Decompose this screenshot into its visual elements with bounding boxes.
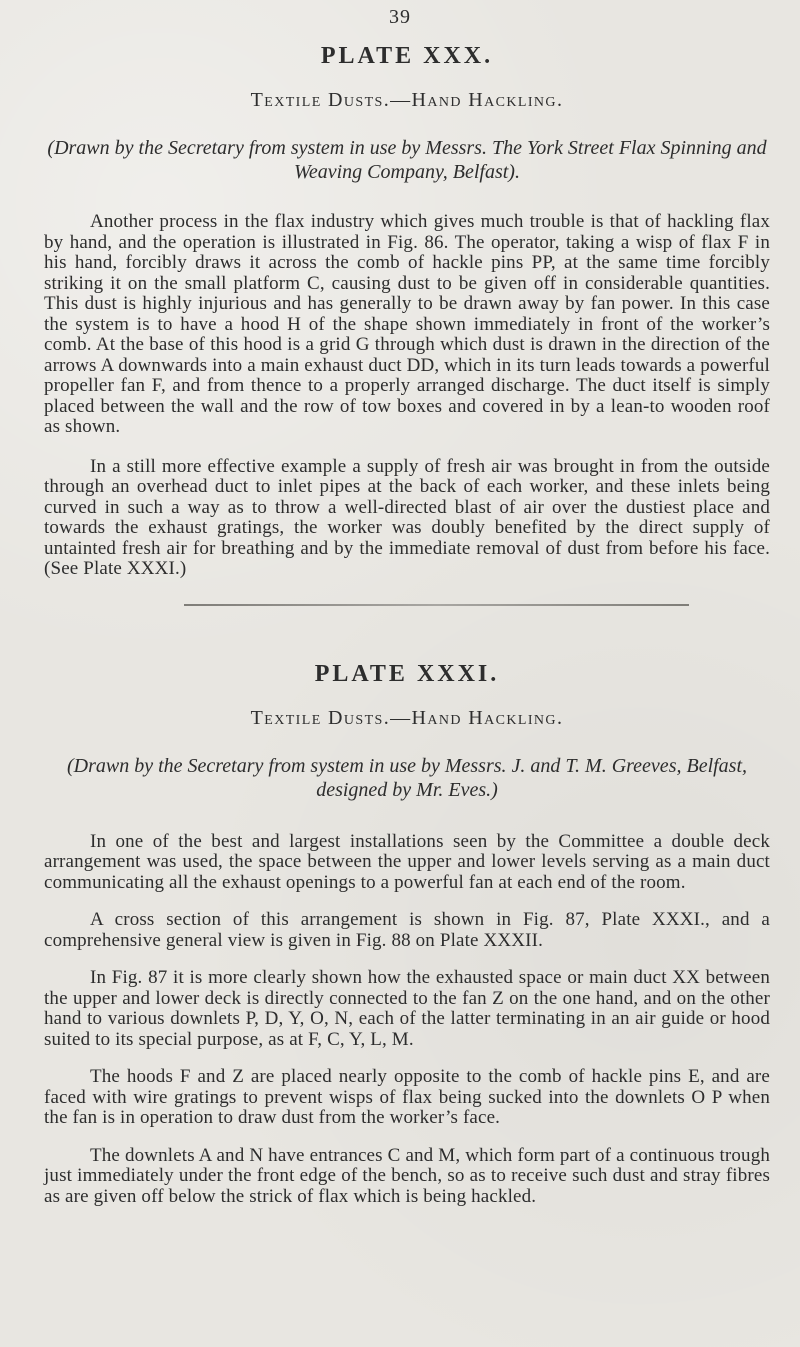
plate-subtitle: Textile Dusts.—Hand Hackling. (250, 89, 564, 111)
paragraph: A cross section of this arrangement is shown in Fig. 87, Plate XXXI., and a comprehensive general view is given in Fig. 88 on Plate XXXII. (44, 909, 770, 951)
paragraph: The downlets A and N have entrances C and M, which form part of a continuous trough just immediately under the front edge of the bench, so as to receive such dust and stray fibres as are given off below the strick of flax which is being hackled. (44, 1144, 770, 1207)
plate-credit: (Drawn by the Secretary from system in use by Messrs. J. and T. M. Greeves, Belfast, designed by Mr. Eves.) (66, 754, 748, 801)
paragraph: Another process in the flax industry which gives much trouble is that of hackling flax by hand, and the operation is illustrated in Fig. 86. The operator, taking a wisp of flax F in his hand, forcibly draws it across the comb of hackle pins PP, at the same time forcibly striking it on the small platform C, causing dust to be given off in considerable quantities. This dust is highly injurious and has generally to be drawn away by fan power. In this case the system is to have a hood H of the shape shown immediately in front of the worker’s comb. At the base of this hood is a grid G through which dust is drawn in the direction of the arrows A downwards into a main exhaust duct DD, which in its turn leads towards a powerful propeller fan F, and from thence to a properly arranged discharge. The duct itself is simply placed between the wall and the row of tow boxes and covered in by a lean-to wooden roof as shown. (44, 211, 770, 437)
plate-body (44, 832, 770, 1208)
paragraph: In Fig. 87 it is more clearly shown how the exhausted space or main duct XX between the upper and lower deck is directly connected to the fan Z on the one hand, and on the other hand to various downlets P, D, Y, O, N, each of the latter terminating in an air guide or hood suited to its special purpose, as at F, C, Y, L, M. (44, 967, 770, 1050)
plate-title: PLATE XXXI. (314, 660, 500, 687)
plate-body (44, 212, 770, 580)
plate-title: PLATE XXX. (320, 43, 494, 69)
section-divider (184, 604, 689, 606)
paragraph: In a still more effective example a supply of fresh air was brought in from the outside through an overhead duct to inlet pipes at the back of each worker, and these inlets being curved in such a way as to throw a well-directed blast of air over the dustiest place and towards the exhaust gratings, the worker was doubly benefited by the direct supply of untainted fresh air for breathing and by the immediate removal of dust from before his face. (See Plate XXXI.) (44, 455, 770, 579)
paragraph: In one of the best and largest installations seen by the Committee a double deck arrangement was used, the space between the upper and lower levels serving as a main duct communicating all the exhaust openings to a powerful fan at each end of the room. (44, 830, 770, 893)
plate-xxxi-section (44, 662, 770, 1208)
plate-subtitle: Textile Dusts.—Hand Hackling. (250, 706, 564, 729)
plate-xxx-section (44, 0, 770, 580)
paragraph: The hoods F and Z are placed nearly opposite to the comb of hackle pins E, and are faced with wire gratings to prevent wisps of flax being sucked into the downlets O P when the fan is in operation to draw dust from the worker’s face. (44, 1066, 770, 1128)
page-number: 39 (389, 6, 411, 28)
plate-credit: (Drawn by the Secretary from system in use by Messrs. The York Street Flax Spinning and Weaving Company, Belfast). (47, 137, 767, 183)
